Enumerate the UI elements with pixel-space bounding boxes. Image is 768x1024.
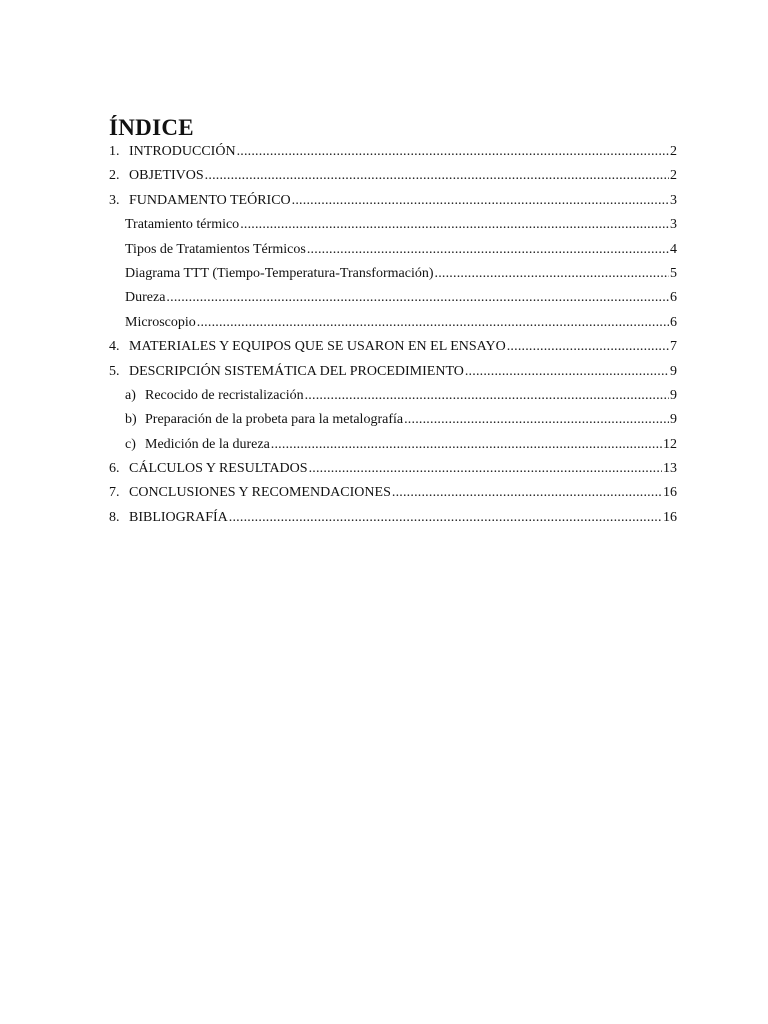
toc-entry-page: 16 (663, 509, 677, 525)
toc-dot-leader (392, 481, 662, 505)
toc-entry-number: 2. (109, 168, 120, 184)
toc-entry-label: BIBLIOGRAFÍA (129, 509, 228, 525)
toc-dot-leader (292, 189, 669, 213)
toc-entry-label: OBJETIVOS (129, 168, 204, 184)
toc-entry-page: 5 (670, 265, 677, 281)
toc-entry-page: 7 (670, 339, 677, 355)
toc-entry-medicion-dureza[interactable] (109, 433, 677, 457)
toc-dot-leader (404, 408, 669, 432)
toc-entry-label: Tratamiento térmico (125, 217, 240, 233)
toc-entry-dureza[interactable] (109, 286, 677, 310)
toc-entry-number: 7. (109, 485, 120, 501)
page-title: ÍNDICE (109, 115, 194, 140)
toc-entry-page: 3 (670, 217, 677, 233)
toc-entry-page: 16 (663, 485, 677, 501)
toc-entry-label: Dureza (125, 290, 166, 306)
toc-entry-number: 4. (109, 339, 120, 355)
toc-entry-label: INTRODUCCIÓN (129, 144, 236, 159)
toc-entry-label: Medición de la dureza (145, 436, 270, 452)
toc-entry-page: 3 (670, 192, 677, 208)
toc-entry-page: 2 (670, 168, 677, 184)
toc-entry-microscopio[interactable] (109, 311, 677, 335)
toc-entry-page: 4 (670, 241, 677, 257)
toc-entry-page: 6 (670, 314, 677, 330)
toc-dot-leader (205, 164, 669, 188)
toc-entry-page: 13 (663, 461, 677, 477)
toc-entry-number: b) (125, 412, 137, 428)
toc-entry-number: 6. (109, 461, 120, 477)
toc-dot-leader (307, 238, 669, 262)
toc-dot-leader (507, 335, 669, 359)
toc-entry-label: Tipos de Tratamientos Térmicos (125, 241, 306, 257)
toc-entry-tratamiento-termico[interactable] (109, 213, 677, 237)
toc-entry-label: MATERIALES Y EQUIPOS QUE SE USARON EN EL ENSAYO (129, 339, 506, 355)
toc-entry-calculos[interactable] (109, 457, 677, 481)
toc-entry-label: Microscopio (125, 314, 196, 330)
toc-entry-number: 3. (109, 192, 120, 208)
toc-entry-page: 12 (663, 436, 677, 452)
toc-entry-page: 6 (670, 290, 677, 306)
toc-dot-leader (166, 286, 669, 310)
toc-entry-page: 9 (670, 387, 677, 403)
toc-entry-number: a) (125, 387, 136, 403)
toc-entry-number: c) (125, 436, 136, 452)
toc-entry-descripcion[interactable] (109, 360, 677, 384)
toc-dot-leader (435, 262, 670, 286)
toc-entry-bibliografia[interactable] (109, 506, 677, 530)
toc-entry-label: CONCLUSIONES Y RECOMENDACIONES (129, 485, 391, 501)
toc-entry-page: 9 (670, 363, 677, 379)
toc-entry-page: 2 (670, 144, 677, 159)
toc-entry-materiales[interactable] (109, 335, 677, 359)
toc-dot-leader (309, 457, 662, 481)
toc-entry-label: DESCRIPCIÓN SISTEMÁTICA DEL PROCEDIMIENTO (129, 363, 464, 379)
toc-entry-recocido[interactable] (109, 384, 677, 408)
toc-dot-leader (271, 433, 662, 457)
toc-entry-conclusiones[interactable] (109, 481, 677, 505)
toc-dot-leader (240, 213, 669, 237)
toc-entry-objetivos[interactable] (109, 164, 677, 188)
toc-dot-leader (465, 360, 669, 384)
toc-entry-label: Preparación de la probeta para la metalografía (145, 412, 404, 428)
toc-entry-introduccion[interactable] (109, 140, 677, 164)
toc-dot-leader (197, 311, 669, 335)
toc-entry-page: 9 (670, 412, 677, 428)
toc-entry-label: CÁLCULOS Y RESULTADOS (129, 461, 308, 477)
toc-entry-diagrama-ttt[interactable] (109, 262, 677, 286)
toc-entry-number: 5. (109, 363, 120, 379)
toc-dot-leader (237, 140, 669, 164)
table-of-contents (109, 140, 677, 530)
toc-entry-preparacion-probeta[interactable] (109, 408, 677, 432)
toc-dot-leader (305, 384, 669, 408)
toc-entry-number: 1. (109, 144, 120, 159)
toc-entry-label: FUNDAMENTO TEÓRICO (129, 192, 291, 208)
toc-entry-label: Diagrama TTT (Tiempo-Temperatura-Transformación) (125, 265, 434, 281)
toc-entry-tipos-tratamientos[interactable] (109, 238, 677, 262)
toc-dot-leader (229, 506, 662, 530)
toc-entry-label: Recocido de recristalización (145, 387, 304, 403)
toc-entry-fundamento-teorico[interactable] (109, 189, 677, 213)
toc-entry-number: 8. (109, 509, 120, 525)
